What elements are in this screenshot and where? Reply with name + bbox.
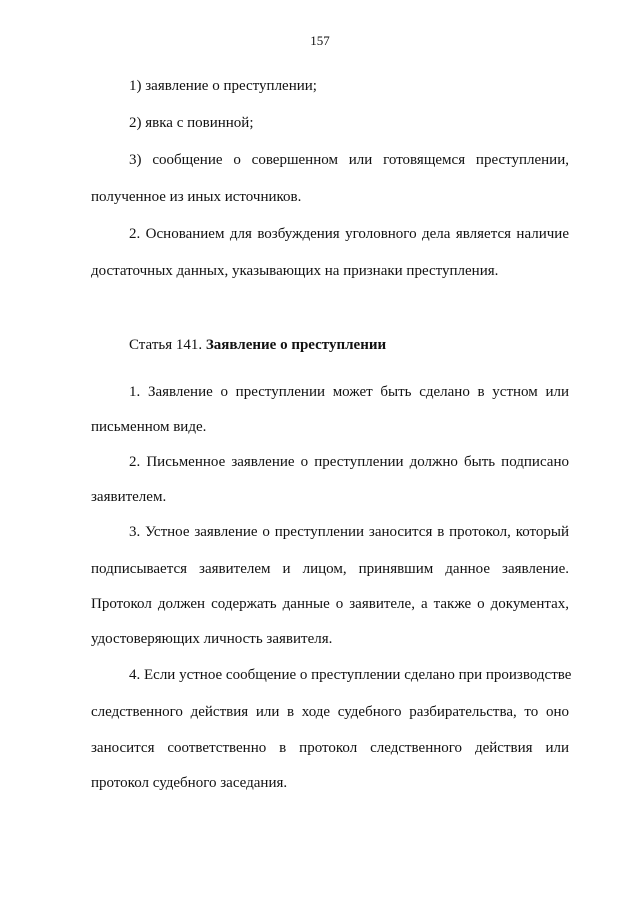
paragraph-4-line-2: следственного действия или в ходе судебного разбирательства, то оно — [91, 704, 569, 720]
paragraph-4-line-3: заносится соответственно в протокол следственного действия или — [91, 740, 569, 756]
list-item-3-line-2: полученное из иных источников. — [91, 189, 302, 205]
paragraph-1-line-1: 1. Заявление о преступлении может быть сделано в устном или — [129, 384, 569, 400]
article-heading — [129, 335, 569, 355]
list-item-1: 1) заявление о преступлении; — [129, 78, 317, 94]
article-label: Статья 141. — [129, 337, 203, 353]
paragraph-4-line-4: протокол судебного заседания. — [91, 775, 288, 791]
paragraph-3-line-3: Протокол должен содержать данные о заявителе, а также о документах, — [91, 596, 569, 612]
page-number: 157 — [310, 33, 330, 48]
point-2-line-1: 2. Основанием для возбуждения уголовного дела является наличие — [129, 226, 569, 242]
paragraph-3-line-2: подписывается заявителем и лицом, принявшим данное заявление. — [91, 561, 569, 577]
point-2-line-2: достаточных данных, указывающих на признаки преступления. — [91, 263, 499, 279]
paragraph-1-line-2: письменном виде. — [91, 419, 207, 435]
paragraph-2-line-1: 2. Письменное заявление о преступлении должно быть подписано — [129, 454, 569, 470]
article-title: Заявление о преступлении — [205, 337, 387, 353]
paragraph-3-line-4: удостоверяющих личность заявителя. — [91, 631, 333, 647]
list-item-2: 2) явка с повинной; — [129, 115, 254, 131]
paragraph-2-line-2: заявителем. — [91, 489, 167, 505]
list-item-3-line-1: 3) сообщение о совершенном или готовящемся преступлении, — [129, 152, 569, 168]
paragraph-3-line-1: 3. Устное заявление о преступлении заносится в протокол, который — [129, 524, 569, 540]
paragraph-4-line-1: 4. Если устное сообщение о преступлении сделано при производстве — [129, 667, 572, 683]
